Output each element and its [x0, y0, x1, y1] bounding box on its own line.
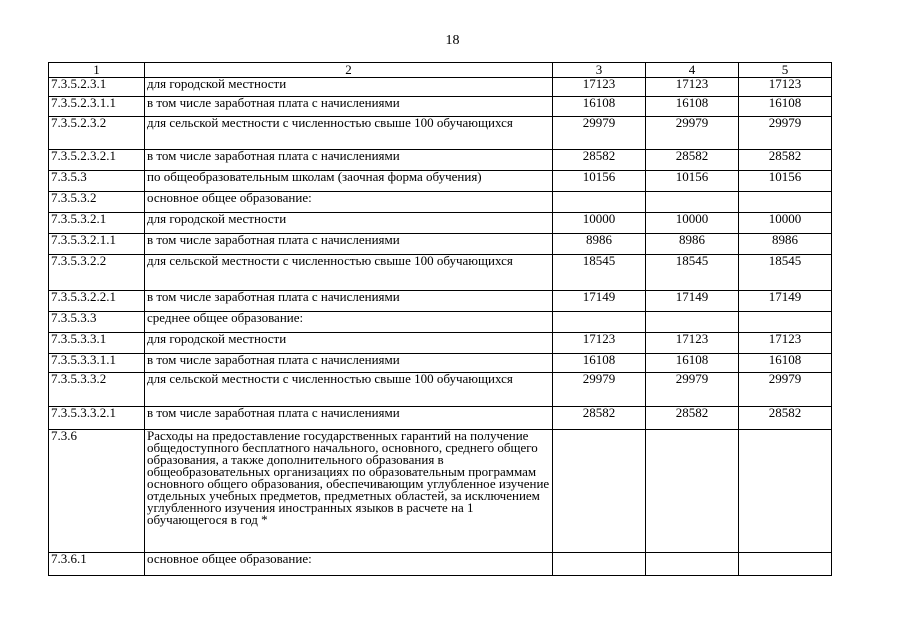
row-value-cell	[646, 553, 739, 576]
table-row	[49, 312, 832, 333]
row-value-cell: 28582	[553, 407, 646, 430]
table-row	[49, 373, 832, 407]
table-row	[49, 213, 832, 234]
row-value-cell: 17123	[739, 78, 832, 97]
row-code-cell: 7.3.6	[49, 430, 145, 553]
row-code-cell: 7.3.5.3.3	[49, 312, 145, 333]
row-value-cell	[739, 312, 832, 333]
row-value-cell	[739, 553, 832, 576]
row-value-cell: 29979	[553, 117, 646, 150]
row-code-cell: 7.3.5.3.2.1	[49, 213, 145, 234]
page-number: 18	[445, 33, 460, 48]
row-value-cell: 17123	[646, 78, 739, 97]
table-header-row	[49, 63, 832, 78]
row-name-cell: основное общее образование:	[145, 192, 553, 213]
row-code-cell: 7.3.5.3.3.1	[49, 333, 145, 354]
row-value-cell	[646, 312, 739, 333]
row-value-cell: 17123	[553, 333, 646, 354]
row-code-cell: 7.3.5.2.3.2.1	[49, 150, 145, 171]
row-name-cell: в том числе заработная плата с начислениями	[145, 97, 553, 117]
row-value-cell: 10156	[739, 171, 832, 192]
row-code-cell: 7.3.5.3.3.2.1	[49, 407, 145, 430]
row-name-cell: по общеобразовательным школам (заочная форма обучения)	[145, 171, 553, 192]
row-name-cell: основное общее образование:	[145, 553, 553, 576]
row-code-cell: 7.3.5.2.3.1.1	[49, 97, 145, 117]
row-value-cell: 28582	[646, 407, 739, 430]
header-cell: 5	[739, 63, 832, 78]
table-row	[49, 354, 832, 373]
row-value-cell: 10000	[553, 213, 646, 234]
table-row	[49, 291, 832, 312]
row-code-cell: 7.3.5.2.3.2	[49, 117, 145, 150]
header-cell: 2	[145, 63, 553, 78]
row-value-cell: 16108	[553, 97, 646, 117]
row-value-cell: 17123	[553, 78, 646, 97]
row-value-cell: 17123	[739, 333, 832, 354]
table-row	[49, 430, 832, 553]
row-value-cell	[739, 192, 832, 213]
row-value-cell	[646, 430, 739, 553]
row-value-cell: 16108	[646, 354, 739, 373]
table-row	[49, 150, 832, 171]
header-cell: 4	[646, 63, 739, 78]
table-row	[49, 97, 832, 117]
table-row	[49, 255, 832, 291]
table-row	[49, 553, 832, 576]
row-value-cell: 28582	[739, 150, 832, 171]
row-value-cell: 18545	[739, 255, 832, 291]
row-code-cell: 7.3.5.3.3.2	[49, 373, 145, 407]
row-name-cell: в том числе заработная плата с начислениями	[145, 234, 553, 255]
row-name-cell: в том числе заработная плата с начислениями	[145, 407, 553, 430]
table-row	[49, 333, 832, 354]
table-row	[49, 234, 832, 255]
table-row	[49, 407, 832, 430]
row-value-cell	[553, 312, 646, 333]
row-name-cell: среднее общее образование:	[145, 312, 553, 333]
row-value-cell: 16108	[646, 97, 739, 117]
header-cell: 3	[553, 63, 646, 78]
row-value-cell: 18545	[553, 255, 646, 291]
row-code-cell: 7.3.5.3	[49, 171, 145, 192]
row-name-cell: для городской местности	[145, 213, 553, 234]
row-value-cell: 16108	[739, 97, 832, 117]
row-value-cell: 8986	[553, 234, 646, 255]
row-name-cell: для сельской местности с численностью свыше 100 обучающихся	[145, 255, 553, 291]
row-code-cell: 7.3.5.3.3.1.1	[49, 354, 145, 373]
row-name-cell: Расходы на предоставление государственных гарантий на получение общедоступного бесплатного начального, основного, среднего общего образования, а также дополнительного образования в общеобразовательных организациях по образовательным программам основного общего образования, обеспечивающим углубленное изучение отдельных учебных предметов, предметных областей, за исключением углубленного изучения иностранных языков в расчете на 1 обучающегося в год *	[145, 430, 553, 553]
row-value-cell	[646, 192, 739, 213]
row-name-cell: для сельской местности с численностью свыше 100 обучающихся	[145, 117, 553, 150]
row-code-cell: 7.3.6.1	[49, 553, 145, 576]
header-cell: 1	[49, 63, 145, 78]
row-name-cell: в том числе заработная плата с начислениями	[145, 354, 553, 373]
row-name-cell: в том числе заработная плата с начислениями	[145, 150, 553, 171]
row-value-cell: 28582	[739, 407, 832, 430]
row-value-cell: 16108	[739, 354, 832, 373]
row-value-cell: 29979	[553, 373, 646, 407]
row-value-cell: 29979	[739, 373, 832, 407]
row-value-cell: 17149	[553, 291, 646, 312]
row-value-cell	[553, 192, 646, 213]
row-value-cell: 18545	[646, 255, 739, 291]
row-name-cell: для городской местности	[145, 78, 553, 97]
table-row	[49, 192, 832, 213]
row-value-cell: 17123	[646, 333, 739, 354]
row-value-cell: 10156	[553, 171, 646, 192]
row-value-cell: 17149	[739, 291, 832, 312]
row-value-cell: 28582	[553, 150, 646, 171]
table-row	[49, 117, 832, 150]
row-value-cell: 8986	[646, 234, 739, 255]
table-row	[49, 171, 832, 192]
row-code-cell: 7.3.5.3.2	[49, 192, 145, 213]
row-code-cell: 7.3.5.2.3.1	[49, 78, 145, 97]
row-value-cell: 28582	[646, 150, 739, 171]
row-value-cell	[553, 430, 646, 553]
row-value-cell: 10000	[646, 213, 739, 234]
row-value-cell: 10000	[739, 213, 832, 234]
data-table	[48, 62, 832, 576]
row-value-cell: 29979	[646, 117, 739, 150]
row-value-cell: 17149	[646, 291, 739, 312]
row-value-cell	[739, 430, 832, 553]
row-code-cell: 7.3.5.3.2.1.1	[49, 234, 145, 255]
row-value-cell: 29979	[739, 117, 832, 150]
row-value-cell: 10156	[646, 171, 739, 192]
row-value-cell: 16108	[553, 354, 646, 373]
row-name-cell: для городской местности	[145, 333, 553, 354]
row-code-cell: 7.3.5.3.2.2	[49, 255, 145, 291]
table-row	[49, 78, 832, 97]
row-value-cell	[553, 553, 646, 576]
row-code-cell: 7.3.5.3.2.2.1	[49, 291, 145, 312]
row-value-cell: 8986	[739, 234, 832, 255]
row-name-cell: в том числе заработная плата с начислениями	[145, 291, 553, 312]
row-name-cell: для сельской местности с численностью свыше 100 обучающихся	[145, 373, 553, 407]
row-value-cell: 29979	[646, 373, 739, 407]
